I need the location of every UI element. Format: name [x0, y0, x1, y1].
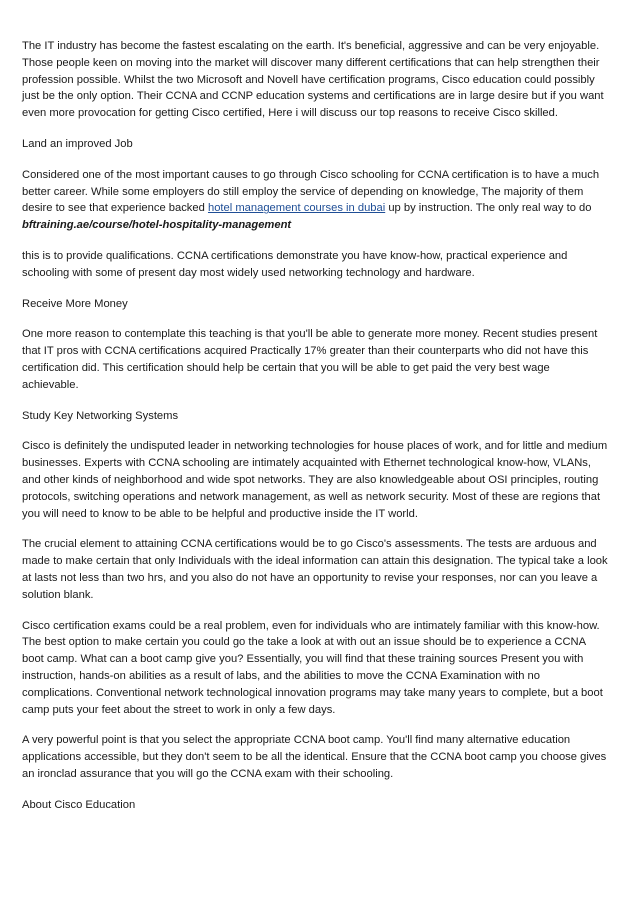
more-money-paragraph: One more reason to contemplate this teaching is that you'll be able to generate more money. Recent studies present that IT pros with CCNA certifications acquired Practically 17% greater than their counterparts who did not have this certification did. This certification should help be certain that you will be able to get paid the very best wage achievable. — [22, 328, 598, 391]
intro-paragraph: The IT industry has become the fastest escalating on the earth. It's beneficial, aggressive and can be very enjoyable. Those people keen on moving into the market will discover many different certifications that can help strengthen their profession possible. Whilst the two Microsoft and Novell have certification programs, Cisco education could possibly just be the only option. Their CCNA and CCNP education systems and certifications are in large desire but if you want even more provocation for getting Cisco certified, Here i will discuss our top reasons to receive Cisco skilled. — [22, 40, 604, 120]
improved-job-text-start: Considered one of the most important causes to go through Cisco schooling for CCNA certification is to have a much better career. While some employers do still employ the service of depending on knowledge, The majority of them desire to see that experience backed — [22, 168, 600, 215]
choose-boot-camp-paragraph: A very powerful point is that you select the appropriate CCNA boot camp. You'll find many alternative education applications accessible, but they don't seem to be all the identical. Ensure that the CCNA boot camp you choose gives an ironclad assurance that you will go the CCNA exam with their schooling. — [22, 734, 607, 780]
qualifications-paragraph: this is to provide qualifications. CCNA certifications demonstrate you have know-how, practical experience and schooling with some of present day most widely used networking technology and hardware. — [22, 249, 568, 279]
bftraining-url-text: bftraining.ae/course/hotel-hospitality-management — [22, 219, 292, 232]
boot-camp-paragraph: Cisco certification exams could be a real problem, even for individuals who are intimately familiar with this know-how. The best option to make certain you could go the take a look at with out an issue should be to experience a CCNA boot camp. What can a boot camp give you? Essentially, you will find that these training sources Present you with instruction, hands-on abilities as a result of labs, and the abilities to move the CCNA Examination with no complications. Conventional network technological innovation programs may take many years to complete, but a boot camp puts your feet about the street to work in only a few days. — [22, 619, 603, 716]
section-heading-about-cisco-education: About Cisco Education — [22, 798, 136, 811]
section-heading-improved-job: Land an improved Job — [22, 137, 133, 150]
improved-job-text-middle: up by instruction. The only real way to do — [385, 202, 592, 215]
section-heading-more-money: Receive More Money — [22, 297, 128, 310]
assessments-paragraph: The crucial element to attaining CCNA certifications would be to go Cisco's assessments. The tests are arduous and made to make certain that only Individuals with the ideal information can attain this designation. The typical take a look at lasts not less than two hrs, and you also do not have an opportunity to revise your responses, nor can you leave a solution blank. — [22, 538, 608, 601]
improved-job-paragraph — [22, 167, 608, 234]
section-heading-networking-systems: Study Key Networking Systems — [22, 409, 179, 422]
networking-systems-paragraph: Cisco is definitely the undisputed leader in networking technologies for house places of work, and for little and medium businesses. Experts with CCNA schooling are intimately acquainted with Ethernet technological know-how, VLANs, and other kinds of neighborhood and wide spot networks. They are also knowledgeable about OSI principles, routing protocols, switching operations and network management, as well as network security. Most of these are regions that you will need to know to be able to be helpful and productive inside the IT world. — [22, 440, 608, 520]
hotel-management-courses-link[interactable]: hotel management courses in dubai — [207, 202, 386, 215]
